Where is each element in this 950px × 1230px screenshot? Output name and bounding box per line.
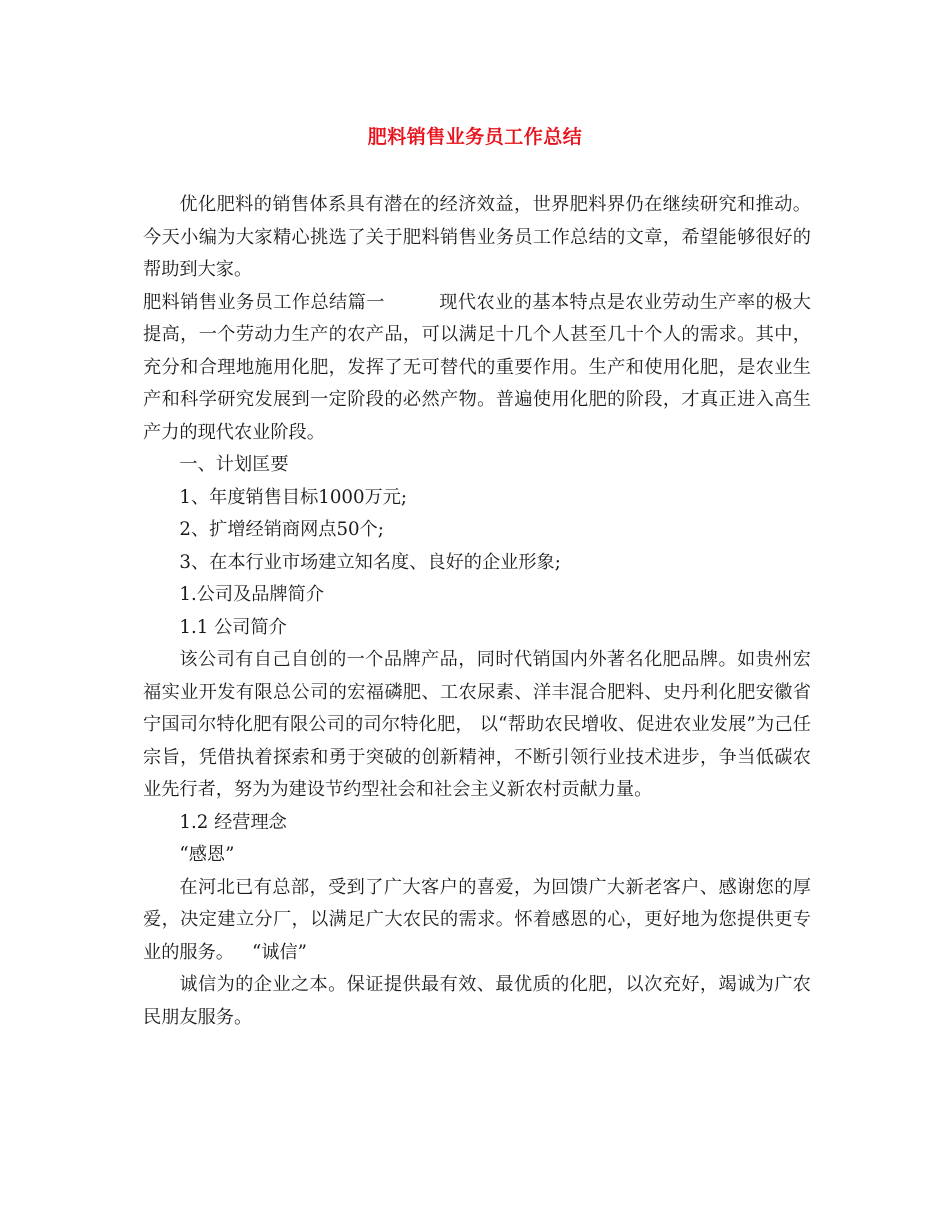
intro-paragraph: 优化肥料的销售体系具有潜在的经济效益，世界肥料界仍在继续研究和推动。今天小编为大家精心挑选了关于肥料销售业务员工作总结的文章，希望能够很好的帮助到大家。 [143,194,811,280]
section-paragraph [143,287,811,450]
document-body [143,189,811,1034]
section-heading: 肥料销售业务员工作总结篇一 [143,291,385,313]
heading-1-1: 1.1 公司简介 [179,616,287,638]
plan-item-1: 1、年度销售目标1000万元; [179,486,408,508]
integrity-paragraph: 诚信为的企业之本。保证提供最有效、最优质的化肥，以次充好，竭诚为广农民朋友服务。 [143,974,811,1028]
heading-1: 1.公司及品牌简介 [179,584,325,605]
gratitude-paragraph [143,872,811,970]
heading-1-2: 1.2 经营理念 [179,811,287,833]
gratitude-label: “感恩” [179,844,235,865]
company-paragraph: 该公司有自己自创的一个品牌产品，同时代销国内外著名化肥品牌。如贵州宏福实业开发有限总公司的宏福磷肥、工农尿素、洋丰混合肥料、史丹利化肥安徽省宁国司尔特化肥有限公司的司尔特化肥， 以“帮助农民增收、促进农业发展”为己任宗旨，凭借执着探索和勇于突破的创新精神，不断引领行业技术进步，争当低碳农业先行者，努为为建设节约型社会和社会主义新农村贡献力量。 [143,649,811,800]
plan-item-3: 3、在本行业市场建立知名度、良好的企业形象; [179,551,561,573]
plan-item-2: 2、扩增经销商网点50个; [179,519,384,540]
plan-heading: 一、计划匡要 [179,454,289,475]
integrity-label: “诚信” [251,941,307,963]
gratitude-text: 在河北已有总部，受到了广大客户的喜爱，为回馈广大新老客户、感谢您的厚爱，决定建立分厂，以满足广大农民的需求。怀着感恩的心，更好地为您提供更专业的服务。 [143,876,811,963]
section-body-text: 现代农业的基本特点是农业劳动生产率的极大提高，一个劳动力生产的农产品，可以满足十几个人甚至几十个人的需求。其中，充分和合理地施用化肥，发挥了无可替代的重要作用。生产和使用化肥，是农业生产和科学研究发展到一定阶段的必然产物。普遍使用化肥的阶段，才真正进入高生产力的现代农业阶段。 [143,291,811,443]
document-title: 肥料销售业务员工作总结 [367,126,583,148]
